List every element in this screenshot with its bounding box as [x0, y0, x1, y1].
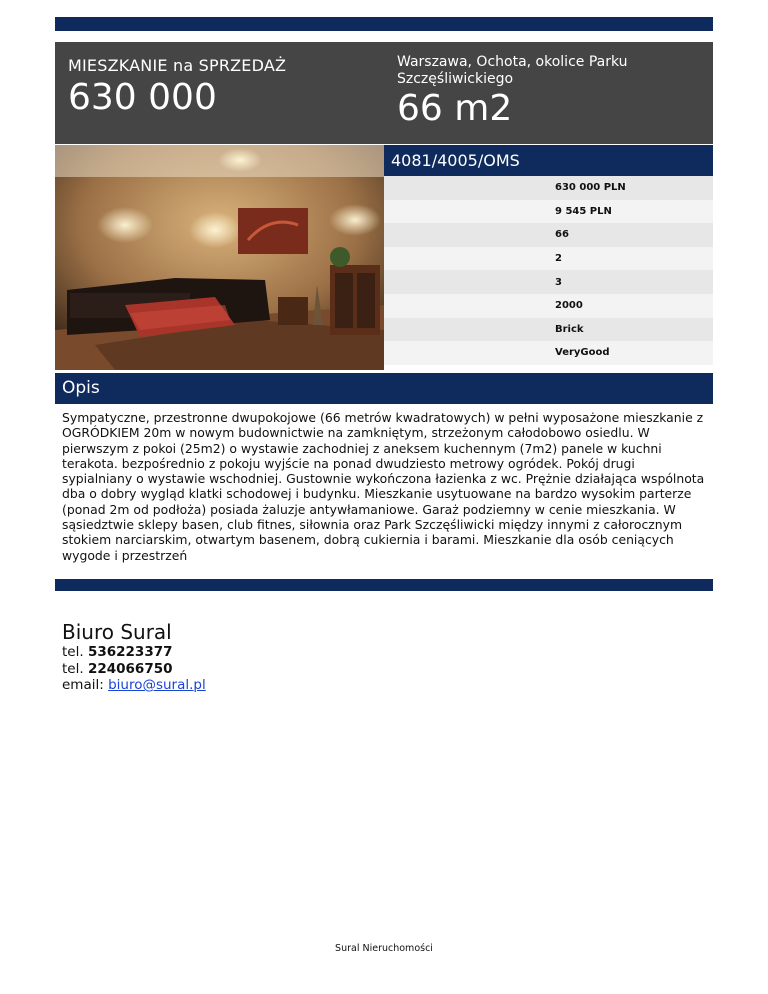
detail-row-rooms	[384, 247, 713, 271]
detail-value: 2000	[555, 300, 583, 312]
section-divider-bar	[55, 579, 713, 591]
detail-row-area	[384, 223, 713, 247]
footer-text: Sural Nieruchomości	[335, 943, 433, 954]
detail-value: 2	[555, 253, 562, 265]
description-text: Sympatyczne, przestronne dwupokojowe (66 metrów kwadratowych) w pełni wyposażone mieszkanie z OGRÓDKIEM 20m w nowym budownictwie na zamkniętym, strzeżonym całodobowo osiedlu. W pierwszym z pokoi (25m2) o wystawie zachodniej z aneksem kuchennym (7m2) panele w kuchni terakota. bezpośrednio z pokoju wyjście na ponad dwudziesto metrowy ogródek. Pokój drugi sypialniany o wystawie wschodniej. Gustownie wykończona łazienka z wc. Prężnie działająca wspólnota dba o dobry wygląd klatki schodowej i budynku. Mieszkanie usytuowane na bardzo wysokim parterze (ponad 2m od podłoża) posiada żaluzje antywłamaniowe. Garaż podziemny w cenie mieszkania. W sąsiedztwie sklepy basen, club fitnes, siłownia oraz Park Szczęśliwicki między innymi z całorocznym stokiem narciarskim, otwartym basenem, dobrą cukiernia i barami. Mieszkanie dla osób ceniących wygode i przestrzeń	[62, 410, 705, 563]
header-left	[68, 56, 368, 118]
listing-type: MIESZKANIE na SPRZEDAŻ	[68, 56, 287, 75]
detail-value: 66	[555, 229, 569, 241]
detail-value: 9 545 PLN	[555, 205, 612, 217]
agency-name: Biuro Sural	[62, 620, 172, 644]
listing-area: 66 m2	[397, 88, 513, 129]
description-heading: Opis	[55, 373, 713, 404]
top-decorative-bar	[55, 17, 713, 31]
living-room-image	[55, 145, 384, 370]
phone-line-2	[62, 661, 206, 678]
detail-value: Brick	[555, 323, 584, 335]
details-table	[384, 176, 713, 365]
detail-value: 630 000 PLN	[555, 182, 626, 194]
email-label: email:	[62, 677, 104, 693]
phone-label: tel.	[62, 660, 84, 677]
detail-row-year	[384, 294, 713, 318]
detail-row-condition	[384, 341, 713, 365]
header-right	[397, 54, 697, 129]
listing-price: 630 000	[68, 77, 217, 118]
detail-value: VeryGood	[555, 347, 610, 359]
detail-row-price	[384, 176, 713, 200]
phone-line-1	[62, 644, 206, 661]
listing-header	[55, 42, 713, 144]
listing-location: Warszawa, Ochota, okolice Parku Szczęśliwickiego	[397, 54, 628, 87]
detail-value: 3	[555, 276, 562, 288]
phone-number-1: 536223377	[87, 644, 173, 660]
phone-label: tel.	[62, 644, 84, 660]
email-line	[62, 677, 206, 694]
reference-number: 4081/4005/OMS	[384, 145, 713, 176]
email-link[interactable]: biuro@sural.pl	[108, 677, 206, 693]
agency-contact	[62, 644, 206, 694]
property-photo	[55, 145, 384, 370]
phone-number-2: 224066750	[87, 660, 173, 677]
detail-row-material	[384, 318, 713, 342]
detail-row-floors	[384, 270, 713, 294]
detail-row-price-per-m2	[384, 200, 713, 224]
